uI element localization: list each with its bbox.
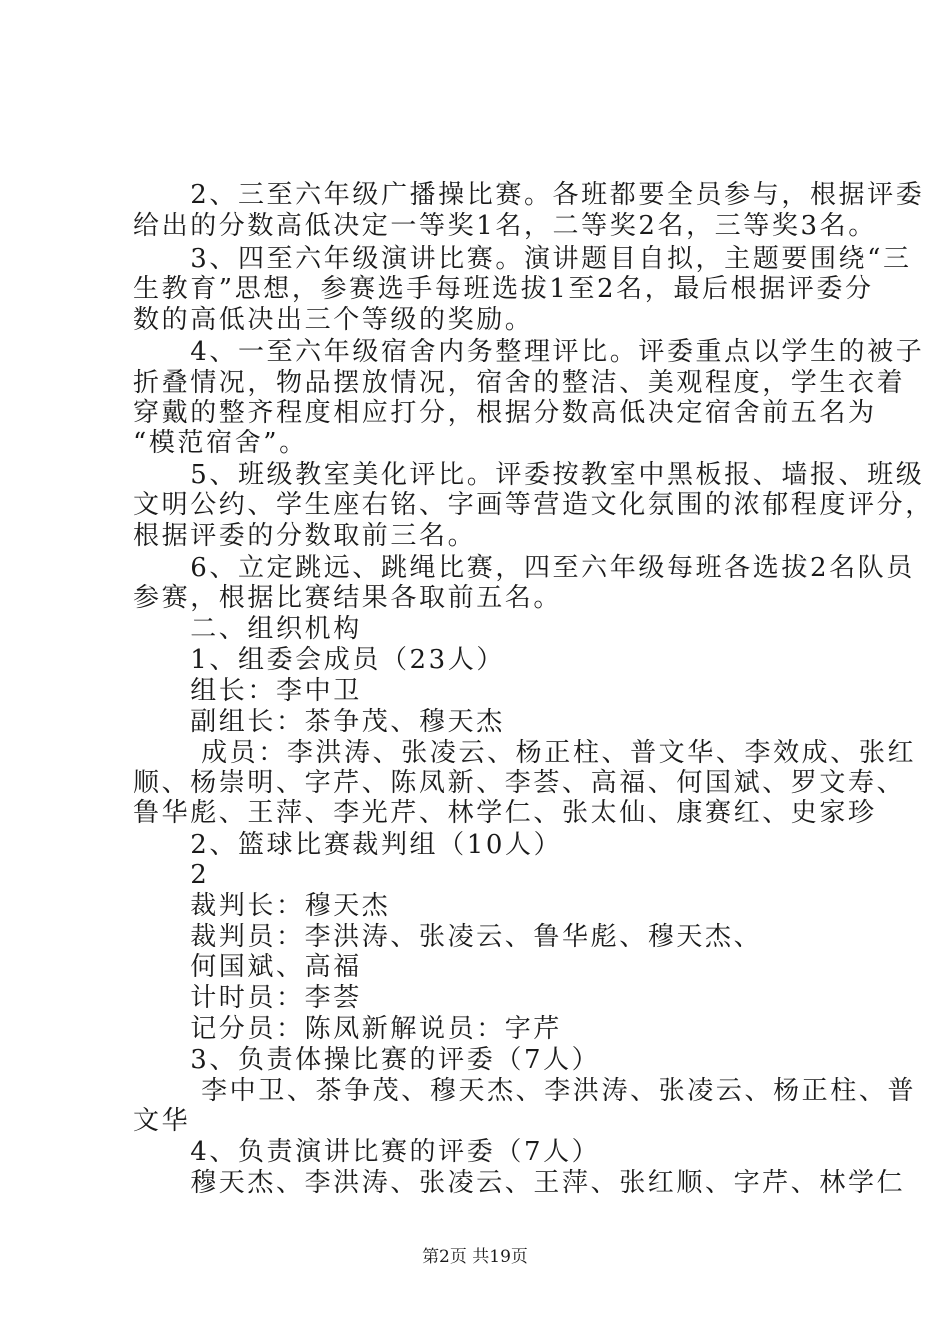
text-line: 李中卫、茶争茂、穆天杰、李洪涛、张凌云、杨正柱、普 — [133, 1076, 917, 1106]
text-line: 何国斌、高福 — [133, 952, 362, 982]
text-line: 4、一至六年级宿舍内务整理评比。评委重点以学生的被子 — [133, 337, 925, 367]
text-line: 文明公约、学生座右铭、字画等营造文化氛围的浓郁程度评分， — [133, 490, 934, 520]
text-line: 6、立定跳远、跳绳比赛，四至六年级每班各选拔2名队员 — [133, 553, 915, 583]
page-footer: 第2页 共19页 — [422, 1247, 528, 1267]
text-line: 鲁华彪、王萍、李光芹、林学仁、张太仙、康赛红、史家珍 — [133, 798, 877, 828]
text-line: 二、组织机构 — [133, 614, 362, 644]
text-line: 生教育”思想，参赛选手每班选拔1至2名，最后根据评委分 — [133, 274, 874, 304]
text-line: 穆天杰、李洪涛、张凌云、王萍、张红顺、字芹、林学仁 — [133, 1168, 906, 1198]
text-line: 3、四至六年级演讲比赛。演讲题目自拟，主题要围绕“三 — [133, 244, 912, 274]
text-line: 折叠情况，物品摆放情况，宿舍的整洁、美观程度，学生衣着 — [133, 368, 906, 398]
text-line: 成员：李洪涛、张凌云、杨正柱、普文华、李效成、张红 — [133, 738, 917, 768]
text-line: 2 — [133, 860, 210, 890]
text-line: “模范宿舍”。 — [133, 428, 308, 458]
text-line: 裁判员：李洪涛、张凌云、鲁华彪、穆天杰、 — [133, 922, 763, 952]
text-line: 数的高低决出三个等级的奖励。 — [133, 305, 534, 335]
text-line: 文华 — [133, 1106, 191, 1136]
text-line: 4、负责演讲比赛的评委（7人） — [133, 1137, 601, 1167]
text-line: 3、负责体操比赛的评委（7人） — [133, 1045, 601, 1075]
text-line: 5、班级教室美化评比。评委按教室中黑板报、墙报、班级 — [133, 460, 925, 490]
text-line: 参赛，根据比赛结果各取前五名。 — [133, 583, 563, 613]
text-line: 2、篮球比赛裁判组（10人） — [133, 830, 563, 860]
text-line: 裁判长：穆天杰 — [133, 891, 391, 921]
text-line: 副组长：茶争茂、穆天杰 — [133, 707, 505, 737]
text-line: 2、三至六年级广播操比赛。各班都要全员参与，根据评委 — [133, 180, 925, 210]
text-line: 计时员：李荟 — [133, 983, 362, 1013]
text-line: 组长：李中卫 — [133, 676, 362, 706]
text-line: 穿戴的整齐程度相应打分，根据分数高低决定宿舍前五名为 — [133, 398, 877, 428]
text-line: 给出的分数高低决定一等奖1名，二等奖2名，三等奖3名。 — [133, 211, 877, 241]
text-line: 1、组委会成员（23人） — [133, 645, 506, 675]
text-line: 根据评委的分数取前三名。 — [133, 521, 477, 551]
text-line: 顺、杨崇明、字芹、陈凤新、李荟、高福、何国斌、罗文寿、 — [133, 768, 906, 798]
text-line: 记分员：陈凤新解说员：字芹 — [133, 1014, 563, 1044]
